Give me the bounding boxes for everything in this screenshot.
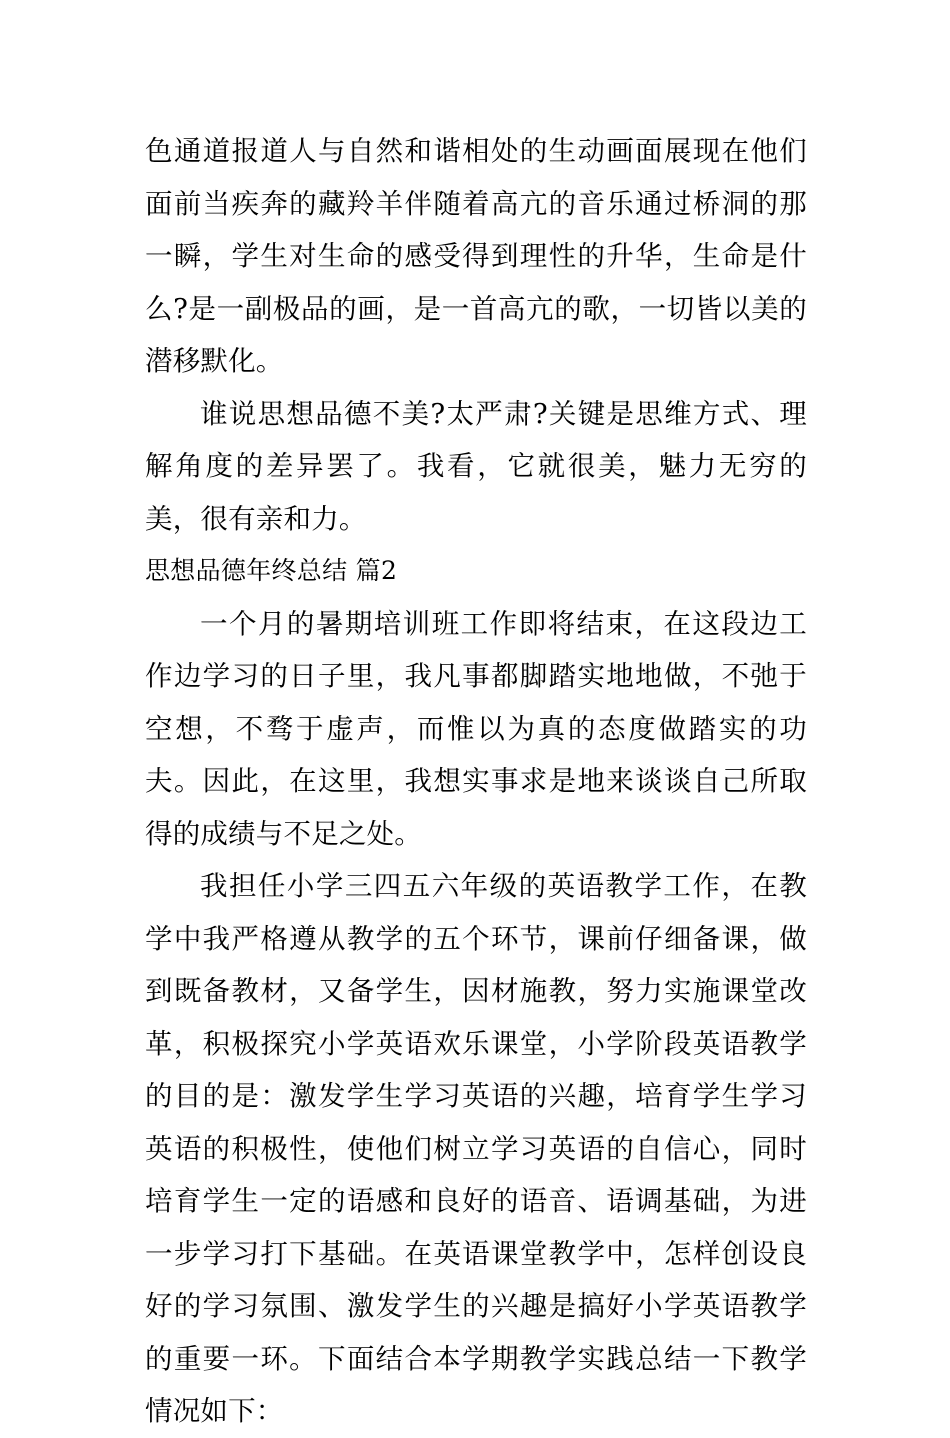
section-heading: 思想品德年终总结 篇2 [145, 556, 398, 585]
document-page [145, 125, 807, 1438]
paragraph-2: 谁说思想品德不美?太严肃?关键是思维方式、理解角度的差异罢了。我看，它就很美，魅力无穷的美，很有亲和力。 [145, 397, 807, 535]
paragraph-1: 色通道报道人与自然和谐相处的生动画面展现在他们面前当疾奔的藏羚羊伴随着高亢的音乐通过桥洞的那一瞬，学生对生命的感受得到理性的升华，生命是什么?是一副极品的画，是一首高亢的歌，一切皆以美的潜移默化。 [145, 135, 807, 377]
paragraph-4: 我担任小学三四五六年级的英语教学工作，在教学中我严格遵从教学的五个环节，课前仔细备课，做到既备教材，又备学生，因材施教，努力实施课堂改革，积极探究小学英语欢乐课堂，小学阶段英语教学的目的是：激发学生学习英语的兴趣，培育学生学习英语的积极性，使他们树立学习英语的自信心，同时培育学生一定的语感和良好的语音、语调基础，为进一步学习打下基础。在英语课堂教学中，怎样创设良好的学习氛围、激发学生的兴趣是搞好小学英语教学的重要一环。下面结合本学期教学实践总结一下教学情况如下： [145, 870, 807, 1427]
paragraph-3: 一个月的暑期培训班工作即将结束，在这段边工作边学习的日子里，我凡事都脚踏实地地做，不弛于空想，不骛于虚声，而惟以为真的态度做踏实的功夫。因此，在这里，我想实事求是地来谈谈自己所取得的成绩与不足之处。 [145, 607, 807, 850]
